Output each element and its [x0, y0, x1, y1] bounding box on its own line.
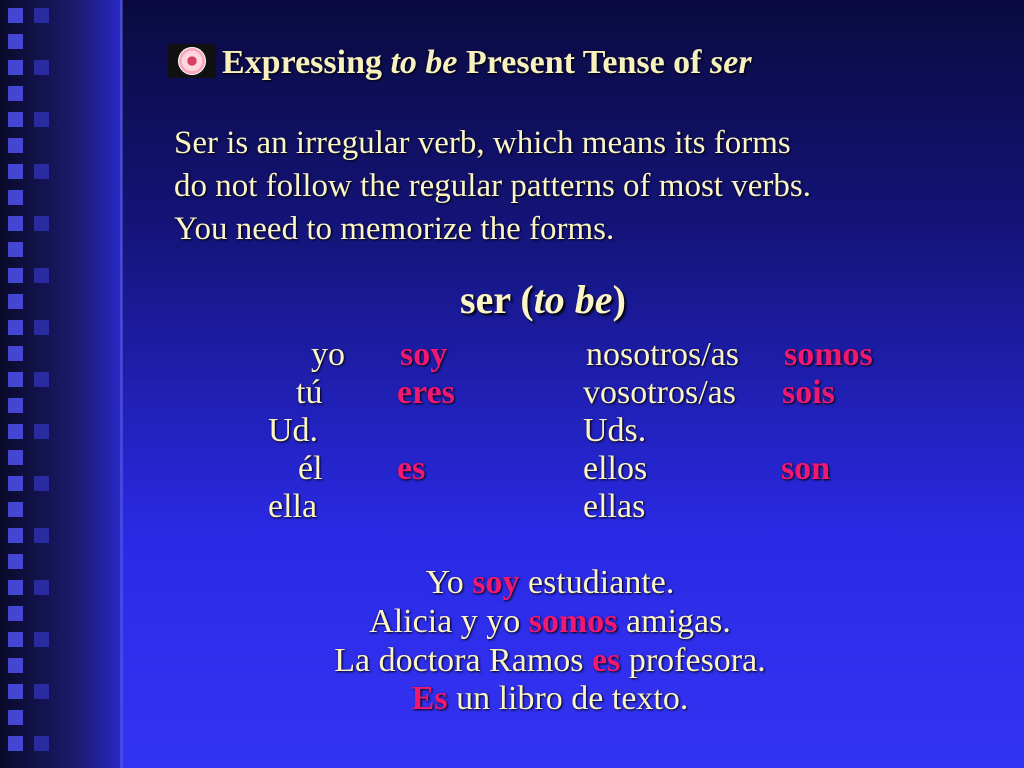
decorative-square [34, 476, 49, 491]
decorative-square [8, 580, 23, 595]
intro-line: do not follow the regular patterns of most verbs. [174, 168, 811, 204]
form-somos: somos [784, 336, 873, 373]
form-soy: soy [400, 336, 448, 373]
decorative-square [8, 398, 23, 413]
decorative-square [8, 372, 23, 387]
intro-line: Ser is an irregular verb, which means its forms [174, 125, 791, 161]
decorative-square [8, 632, 23, 647]
decorative-square [8, 528, 23, 543]
decorative-square [8, 424, 23, 439]
flower-icon [178, 47, 206, 75]
decorative-square [34, 164, 49, 179]
decorative-square [34, 580, 49, 595]
decorative-square [34, 268, 49, 283]
decorative-square [34, 8, 49, 23]
pronoun-ella: ella [268, 488, 318, 525]
decorative-square [8, 450, 23, 465]
pronoun-vosotros: vosotros/as [583, 374, 736, 411]
decorative-square [8, 476, 23, 491]
example-sentence: Es un libro de texto. [411, 680, 689, 717]
decorative-square [34, 372, 49, 387]
decorative-square [34, 684, 49, 699]
verb-heading: ser (to be) [460, 277, 626, 322]
decorative-square [8, 658, 23, 673]
intro-paragraph [174, 122, 994, 251]
decorative-square [8, 684, 23, 699]
decorative-square [8, 554, 23, 569]
decorative-square [8, 606, 23, 621]
decorative-square [8, 112, 23, 127]
pronoun-yo: yo [311, 336, 345, 373]
pronoun-nosotros: nosotros/as [586, 336, 739, 373]
decorative-square [8, 138, 23, 153]
divider-line [120, 0, 123, 768]
form-es: es [397, 450, 426, 487]
decorative-square [8, 320, 23, 335]
slide-title: Expressing to be Present Tense of ser [222, 44, 752, 81]
decorative-square [34, 736, 49, 751]
pronoun-tu: tú [296, 374, 323, 411]
form-sois: sois [782, 374, 835, 411]
decorative-square [8, 164, 23, 179]
pronoun-ellas: ellas [583, 488, 646, 525]
decorative-square [8, 86, 23, 101]
decorative-square [8, 710, 23, 725]
example-sentence: La doctora Ramos es profesora. [334, 642, 766, 679]
decorative-square [34, 112, 49, 127]
decorative-square [34, 60, 49, 75]
decorative-square [8, 294, 23, 309]
example-sentence: Yo soy estudiante. [425, 564, 675, 601]
decorative-square [8, 8, 23, 23]
pronoun-el: él [298, 450, 323, 487]
form-eres: eres [397, 374, 455, 411]
decorative-square [8, 190, 23, 205]
decorative-square [34, 424, 49, 439]
decorative-square [8, 268, 23, 283]
decorative-square [8, 242, 23, 257]
decorative-square [8, 346, 23, 361]
pronoun-ud: Ud. [268, 412, 319, 449]
decorative-square [8, 60, 23, 75]
decorative-square [8, 216, 23, 231]
intro-line: You need to memorize the forms. [174, 211, 615, 247]
decorative-square [34, 216, 49, 231]
decorative-square [34, 320, 49, 335]
decorative-square [8, 502, 23, 517]
decorative-square [34, 528, 49, 543]
pronoun-uds: Uds. [583, 412, 647, 449]
form-son: son [781, 450, 831, 487]
decorative-square [34, 632, 49, 647]
decorative-square [8, 736, 23, 751]
example-sentence: Alicia y yo somos amigas. [369, 603, 731, 640]
pronoun-ellos: ellos [583, 450, 648, 487]
flower-logo [168, 44, 216, 78]
decorative-square [8, 34, 23, 49]
